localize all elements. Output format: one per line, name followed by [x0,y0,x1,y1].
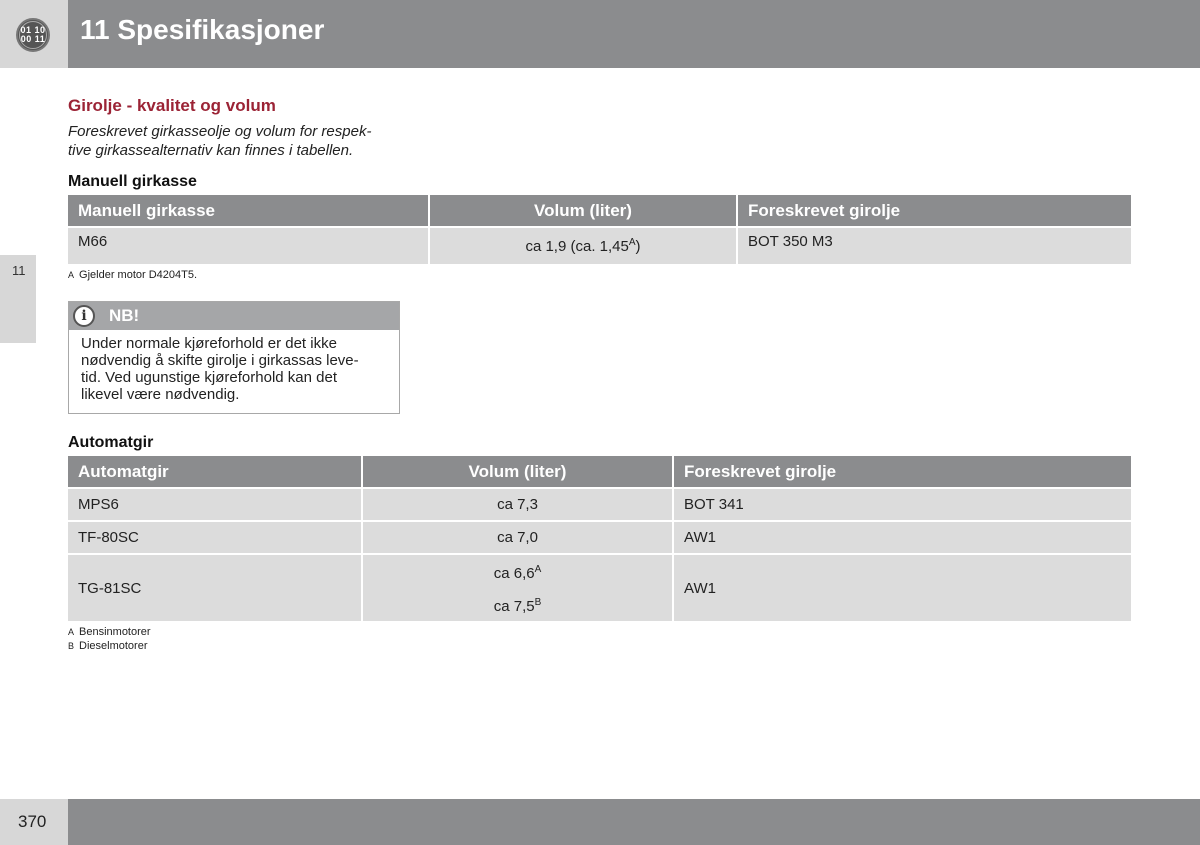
header-left-block [0,0,68,68]
footnote-text: Dieselmotorer [79,640,148,652]
note-label: NB! [109,306,140,325]
volume-text: ca 6,6 [493,565,535,582]
cell-model: TF-80SC [68,522,361,553]
volume-line-a [373,555,662,588]
footnote [68,639,151,653]
cell-oil: BOT 341 [674,489,1131,520]
table-header-row [68,195,1131,226]
intro-text [68,122,408,160]
intro-line-1: Foreskrevet girkasseolje og volum for respek- [68,123,372,140]
page-title: 11 Spesifikasjoner [80,14,325,45]
volume-line-b [373,588,662,621]
volume-text: ca 1,9 (ca. 1,45 [525,238,629,255]
footer-bar [68,799,1200,845]
cell-volume: ca 7,0 [363,522,672,553]
cell-volume [430,228,736,264]
cell-model: M66 [68,228,428,264]
table-row [68,489,1131,520]
cell-oil: BOT 350 M3 [738,228,1131,264]
footnote-mark: B [68,641,75,651]
badge-line-2: 00 11 [20,34,46,44]
volume-tail: ) [635,238,641,255]
note-body [69,330,399,403]
chapter-side-tab [0,255,36,343]
note-line: nødvendig å skifte girolje i girkassas leve- [81,352,359,369]
footnote [68,625,151,639]
column-header: Volum (liter) [430,195,736,226]
column-header: Automatgir [68,456,361,487]
automatic-heading: Automatgir [68,434,154,451]
footnote-text: Bensinmotorer [79,626,151,638]
column-header: Foreskrevet girolje [674,456,1131,487]
column-header: Volum (liter) [363,456,672,487]
footnote-ref: A [534,564,542,575]
manual-footnote [68,268,197,282]
footnote-ref: A [628,237,636,248]
note-box [68,301,400,414]
manual-table [66,193,1133,266]
footnote-mark: A [68,270,75,280]
cell-oil: AW1 [674,555,1131,621]
intro-line-2: tive girkassealternativ kan finnes i tabellen. [68,142,354,159]
table-row [68,555,1131,621]
cell-volume: ca 7,3 [363,489,672,520]
column-header: Foreskrevet girolje [738,195,1131,226]
cell-model: TG-81SC [68,555,361,621]
automatic-footnotes [68,625,151,653]
note-line: tid. Ved ugunstige kjøreforhold kan det [81,369,337,386]
column-header: Manuell girkasse [68,195,428,226]
automatic-table [66,454,1133,623]
note-header [69,302,399,330]
cell-volume [363,555,672,621]
table-row [68,522,1131,553]
badge-line-1: 01 10 [20,25,46,35]
chapter-badge-icon [16,18,50,52]
table-header-row [68,456,1131,487]
side-tab-number: 11 [12,263,26,278]
section-title: Girolje - kvalitet og volum [68,96,276,115]
footnote-ref: B [534,597,542,608]
cell-oil: AW1 [674,522,1131,553]
cell-model: MPS6 [68,489,361,520]
footer-left-block [0,799,68,845]
info-icon: i [73,305,95,327]
table-row [68,228,1131,264]
footnote-mark: A [68,627,75,637]
volume-text: ca 7,5 [493,598,535,615]
footnote-text: Gjelder motor D4204T5. [79,269,198,281]
manual-heading: Manuell girkasse [68,173,197,190]
note-line: likevel være nødvendig. [81,386,240,403]
note-line: Under normale kjøreforhold er det ikke [81,335,337,352]
page-number: 370 [18,812,47,831]
